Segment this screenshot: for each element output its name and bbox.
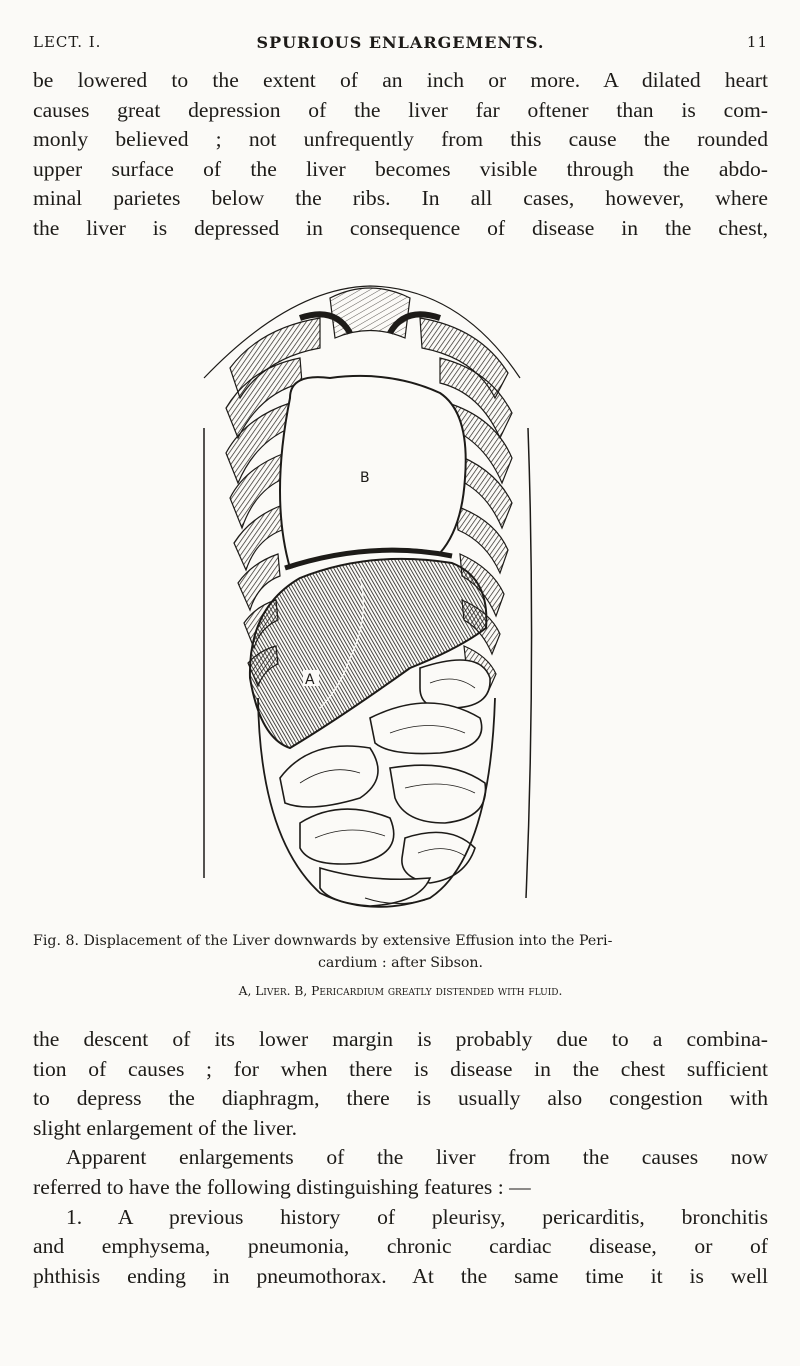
page-number: 11	[746, 33, 768, 51]
figure-legend: A, Liver. B, Pericardium greatly distended with fluid.	[238, 984, 563, 998]
text-line: minal parietes below the ribs. In all cases, however, where	[33, 186, 768, 211]
paragraph-top	[33, 66, 768, 244]
text-line: causes great depression of the liver far oftener than is com-	[33, 97, 768, 122]
text-line: be lowered to the extent of an inch or more. A dilated heart	[33, 68, 768, 92]
figure-caption	[33, 930, 768, 974]
pericardium	[280, 376, 466, 568]
text-line: 1. A previous history of pleurisy, pericarditis, bronchitis	[66, 1204, 768, 1229]
running-header	[33, 33, 768, 57]
text-line: to depress the diaphragm, there is usually also congestion with	[33, 1086, 768, 1111]
section-label: LECT. I.	[33, 33, 102, 51]
label-b: B	[360, 470, 370, 486]
text-line: slight enlargement of the liver.	[33, 1115, 298, 1140]
text-line: monly believed ; not unfrequently from this cause the rounded	[33, 127, 768, 152]
text-line: and emphysema, pneumonia, chronic cardiac disease, or of	[33, 1234, 768, 1259]
label-a: A	[305, 672, 315, 688]
text-line: upper surface of the liver becomes visible through the abdo-	[33, 156, 768, 181]
text-line: the liver is depressed in consequence of disease in the chest,	[33, 215, 768, 240]
anatomical-figure	[190, 278, 550, 918]
text-line: the descent of its lower margin is probably due to a combina-	[33, 1027, 768, 1051]
text-line: tion of causes ; for when there is disease in the chest sufficient	[33, 1056, 768, 1081]
text-line: referred to have the following distinguishing features : —	[33, 1174, 531, 1199]
paragraph-bottom	[33, 1025, 768, 1291]
text-line: Apparent enlargements of the liver from the causes now	[66, 1145, 768, 1170]
text-line: phthisis ending in pneumothorax. At the same time it is well	[33, 1263, 768, 1288]
caption-line: cardium : after Sibson.	[317, 955, 484, 971]
caption-line: Fig. 8. Displacement of the Liver downwards by extensive Effusion into the Peri-	[33, 933, 613, 949]
running-title: SPURIOUS ENLARGEMENTS.	[256, 33, 545, 52]
